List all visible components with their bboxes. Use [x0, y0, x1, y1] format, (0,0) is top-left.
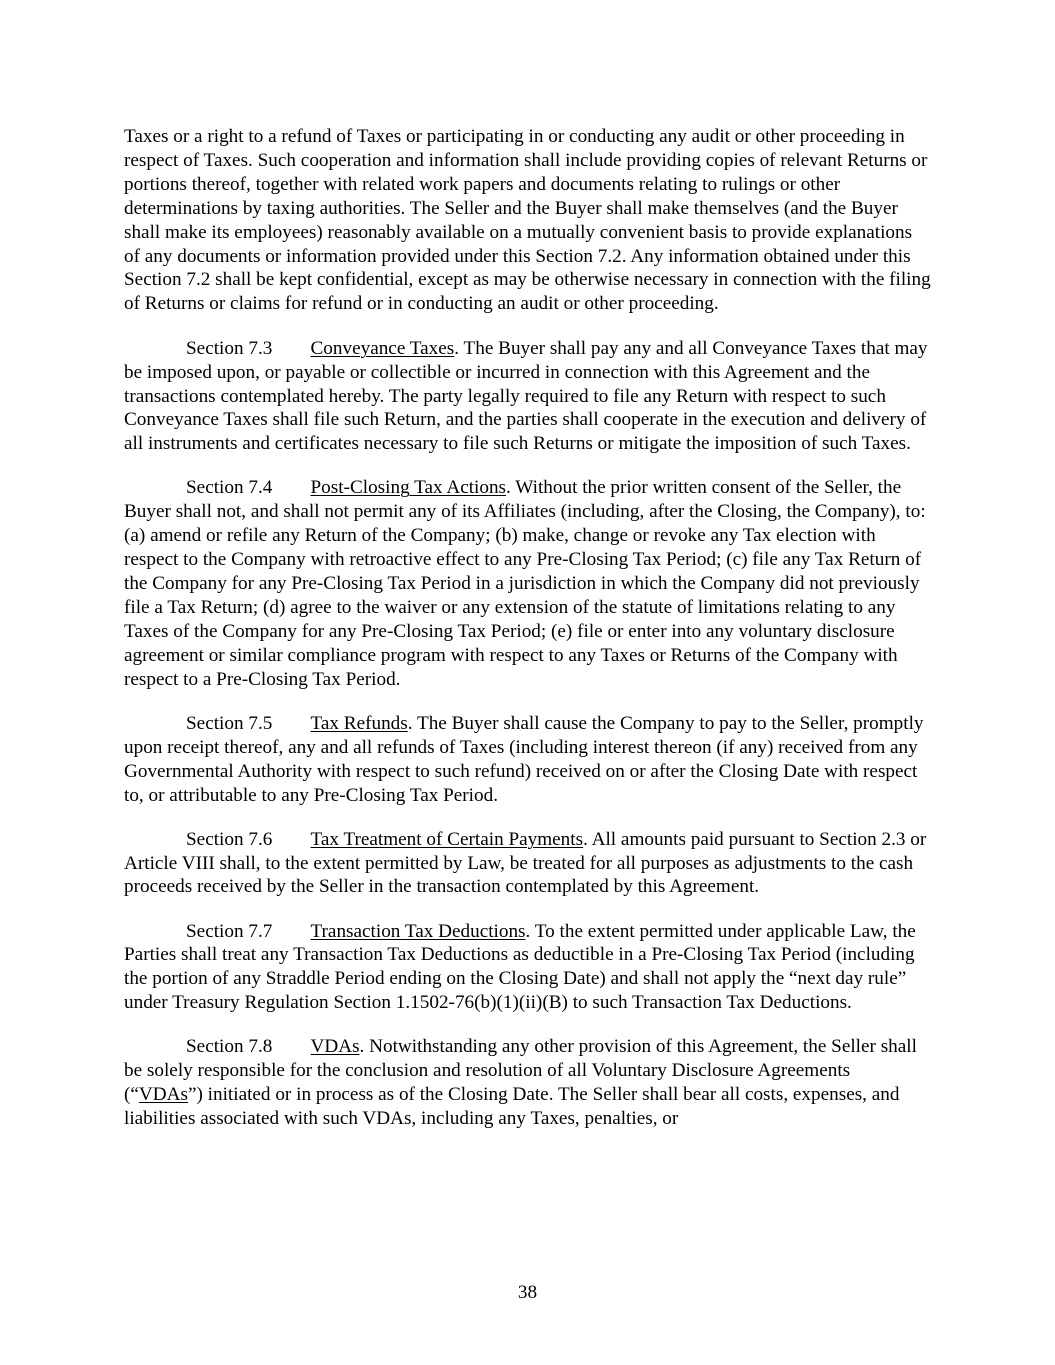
section-7-8-paragraph [124, 1035, 932, 1131]
section-7-6-paragraph [124, 828, 932, 900]
section-7-3-text: . The Buyer shall pay any and all Conveyance Taxes that may be imposed upon, or payable or collectible or incurred in connection with this Agreement and the transactions contemplated hereby. The party legally required to file any Return with respect to such Conveyance Taxes shall file such Return, and the parties shall cooperate in the execution and delivery of all instruments and certificates necessary to file such Returns or mitigate the imposition of such Taxes. [124, 337, 928, 455]
vdas-defined-term: VDAs [138, 1084, 188, 1106]
section-7-8-text-b: ”) initiated or in process as of the Closing Date. The Seller shall bear all costs, expenses, and liabilities associated with such VDAs, including any Taxes, penalties, or [124, 1084, 900, 1130]
section-7-3-heading: Conveyance Taxes [310, 337, 455, 359]
section-7-4-label: Section 7.4 [186, 477, 273, 499]
continuation-paragraph: Taxes or a right to a refund of Taxes or participating in or conducting any audit or other proceeding in respect of Taxes. Such cooperation and information shall include providing copies of relevant Returns or portions thereof, together with related work papers and documents relating to rulings or other determinations by taxing authorities. The Seller and the Buyer shall make themselves (and the Buyer shall make its employees) reasonably available on a mutually convenient basis to provide explanations of any documents or information provided under this Section 7.2. Any information obtained under this Section 7.2 shall be kept confidential, except as may be otherwise necessary in connection with the filing of Returns or claims for refund or in conducting an audit or other proceeding. [124, 126, 931, 315]
section-7-4-heading: Post-Closing Tax Actions [310, 477, 507, 499]
section-7-8-label: Section 7.8 [186, 1036, 273, 1058]
section-7-7-heading: Transaction Tax Deductions [310, 920, 526, 942]
section-7-5-heading: Tax Refunds [310, 712, 408, 734]
document-body [124, 125, 932, 1151]
section-7-4-paragraph [124, 476, 932, 691]
section-7-4-text: . Without the prior written consent of the Seller, the Buyer shall not, and shall not permit any of its Affiliates (including, after the Closing, the Company), to: (a) amend or refile any Return of the Company; (b) make, change or revoke any Tax election with respect to the Company with retroactive effect to any Pre-Closing Tax Period; (c) file any Tax Return of the Company for any Pre-Closing Tax Period in a jurisdiction in which the Company did not previously file a Tax Return; (d) agree to the waiver or any extension of the statute of limitations relating to any Taxes of the Company for any Pre-Closing Tax Period; (e) file or enter into any voluntary disclosure agreement or similar compliance program with respect to any Taxes or Returns of the Company with respect to a Pre-Closing Tax Period. [124, 477, 926, 690]
section-7-3-label: Section 7.3 [186, 337, 273, 359]
section-7-6-label: Section 7.6 [186, 828, 273, 850]
section-7-5-paragraph [124, 712, 932, 808]
section-7-5-label: Section 7.5 [186, 712, 273, 734]
section-7-6-text: . All amounts paid pursuant to Section 2.3 or Article VIII shall, to the extent permitted by Law, be treated for all purposes as adjustments to the cash proceeds received by the Seller in the transaction contemplated by this Agreement. [124, 828, 927, 898]
section-7-7-label: Section 7.7 [186, 920, 273, 942]
section-7-7-paragraph [124, 920, 932, 1016]
section-7-5-text: . The Buyer shall cause the Company to pay to the Seller, promptly upon receipt thereof, any and all refunds of Taxes (including interest thereon (if any) received from any Governmental Authority with respect to such refund) received on or after the Closing Date with respect to, or attributable to any Pre-Closing Tax Period. [124, 712, 924, 806]
section-7-8-heading: VDAs [310, 1036, 360, 1058]
section-7-3-paragraph [124, 337, 932, 457]
section-7-6-heading: Tax Treatment of Certain Payments [310, 828, 584, 850]
section-7-8-text-a: . Notwithstanding any other provision of this Agreement, the Seller shall be solely responsible for the conclusion and resolution of all Voluntary Disclosure Agreements (“ [124, 1036, 917, 1106]
section-7-7-text: . To the extent permitted under applicable Law, the Parties shall treat any Transaction Tax Deductions as deductible in a Pre-Closing Tax Period (including the portion of any Straddle Period ending on the Closing Date) and shall not apply the “next day rule” under Treasury Regulation Section 1.1502-76(b)(1)(ii)(B) to such Transaction Tax Deductions. [124, 920, 916, 1014]
page-number: 38 [517, 1282, 538, 1303]
